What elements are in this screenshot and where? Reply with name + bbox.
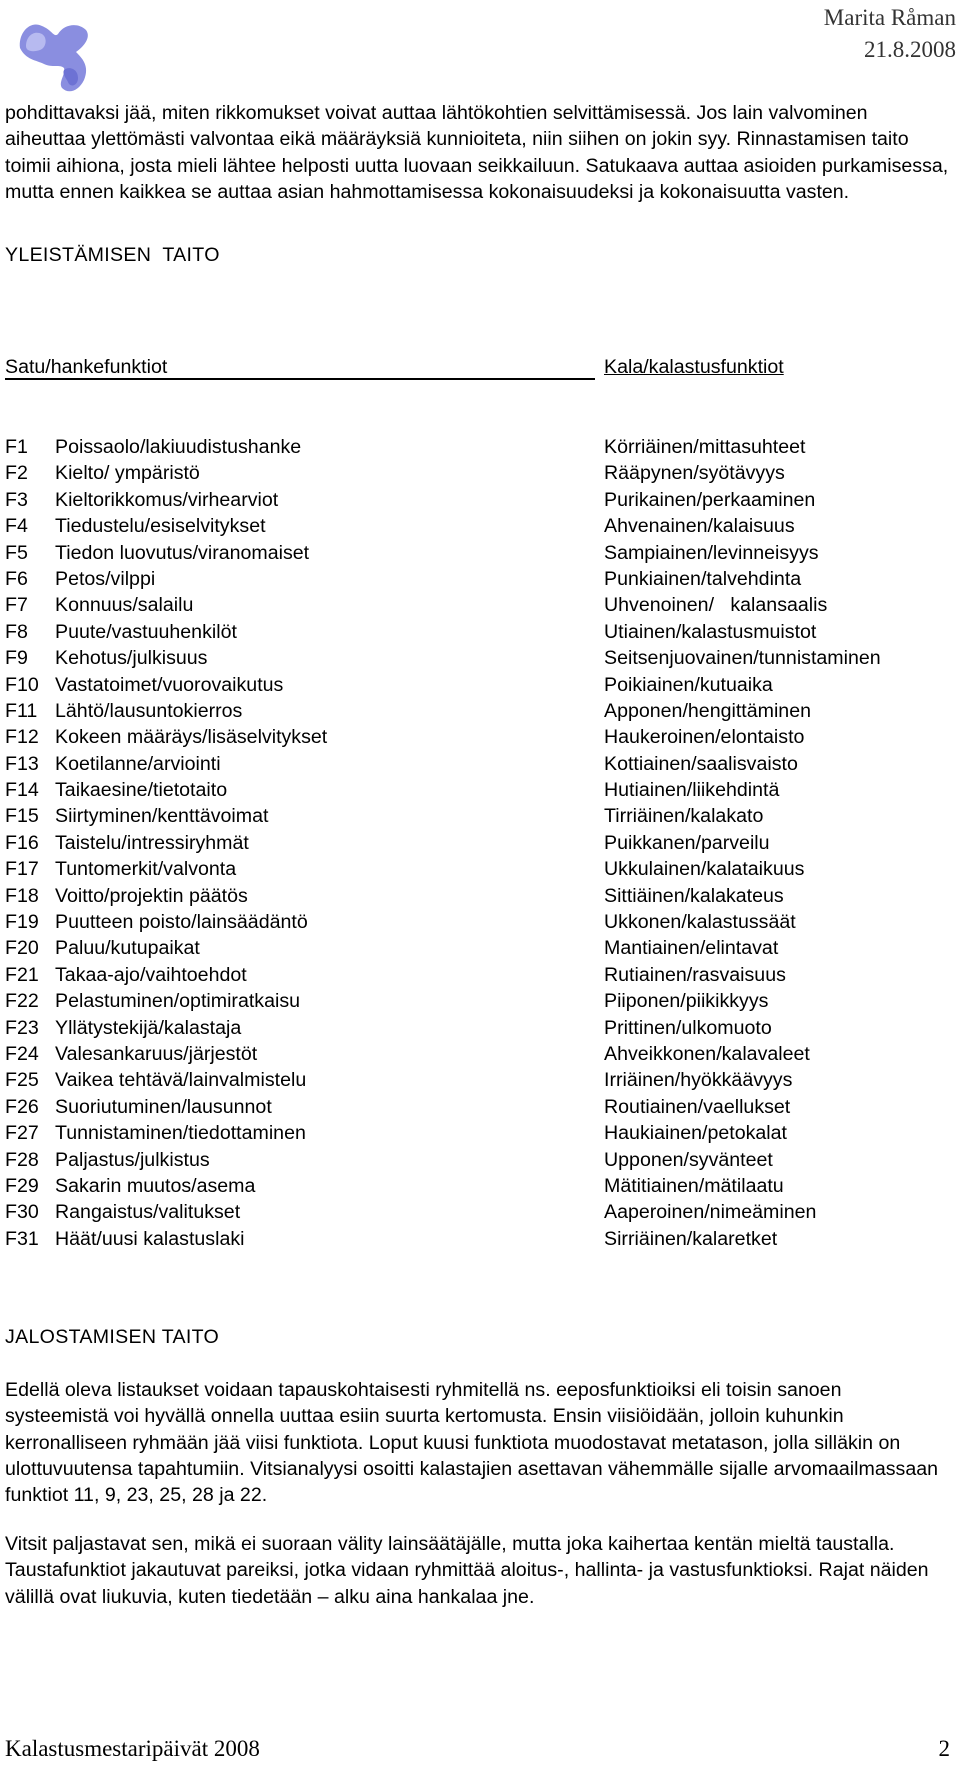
story-function-name: Rangaistus/valitukset <box>55 1201 241 1224</box>
fish-function-name: Haukiainen/petokalat <box>604 1122 788 1145</box>
paragraph-3 <box>5 1531 950 1610</box>
function-number: F18 <box>5 884 39 907</box>
function-row <box>5 962 950 988</box>
paragraph-2-text: Edellä oleva listaukset voidaan tapauskohtaisesti ryhmitellä ns. eeposfunktioiksi eli toisin sanoen systeemistä voi hyvällä onnella uuttaa esiin suurta kertomusta. Ensin viisiöidään, jolloin kuhunkin kerronalliseen ryhmään jää viisi funktiota. Loput kuusi funktiota muodostavat metatason, jolla silläkin on ulottuvuutensa tapahtumiin. Vitsianalyysi osoitti kalastajien asettavan vähemmälle sijalle arvomaailmassaan funktiot 11, 9, 23, 25, 28 ja 22. <box>5 1379 939 1507</box>
function-number: F28 <box>5 1148 39 1171</box>
fish-function-name: Körriäinen/mittasuhteet <box>604 436 806 458</box>
function-row <box>5 592 950 618</box>
fish-function-name: Sampiainen/levinneisyys <box>604 541 819 564</box>
function-row <box>5 1173 950 1199</box>
fish-function-name: Ahveikkonen/kalavaleet <box>604 1042 810 1065</box>
function-number: F31 <box>5 1227 39 1250</box>
story-function-name: Paluu/kutupaikat <box>55 937 200 960</box>
story-function-name: Kielto/ ympäristö <box>55 462 200 485</box>
story-function-name: Taikaesine/tietotaito <box>55 779 228 802</box>
function-number: F3 <box>5 488 28 511</box>
function-row <box>5 434 950 460</box>
story-function-name: Taistelu/intressiryhmät <box>55 831 249 854</box>
story-function-name: Sakarin muutos/asema <box>55 1174 256 1197</box>
function-row <box>5 935 950 961</box>
column-header-story-functions: Satu/hankefunktiot <box>5 356 168 378</box>
function-number: F9 <box>5 647 28 670</box>
story-function-name: Tunnistaminen/tiedottaminen <box>55 1122 306 1145</box>
intro-paragraph <box>5 100 950 205</box>
document-header <box>824 2 956 66</box>
story-function-name: Yllätystekijä/kalastaja <box>55 1016 242 1039</box>
function-number: F16 <box>5 831 39 854</box>
function-row <box>5 698 950 724</box>
section-heading-generalization: YLEISTÄMISEN TAITO <box>5 244 220 266</box>
function-number: F23 <box>5 1016 39 1039</box>
blue-hand-logo-icon <box>12 8 102 98</box>
story-function-name: Kieltorikkomus/virhearviot <box>55 488 279 511</box>
function-number: F10 <box>5 673 39 696</box>
function-number: F29 <box>5 1174 39 1197</box>
fish-function-name: Prittinen/ulkomuoto <box>604 1016 772 1039</box>
function-number: F12 <box>5 726 39 749</box>
fish-function-name: Ahvenainen/kalaisuus <box>604 515 795 538</box>
paragraph-2 <box>5 1377 950 1508</box>
function-number: F22 <box>5 990 39 1013</box>
fish-function-name: Poikiainen/kutuaika <box>604 673 773 696</box>
function-row <box>5 1067 950 1093</box>
story-function-name: Valesankaruus/järjestöt <box>55 1042 258 1065</box>
paragraph-3-text: Vitsit paljastavat sen, mikä ei suoraan välity lainsäätäjälle, mutta joka kaihertaa kentän mieltä taustalla. Taustafunktiot jakautuvat pareiksi, jotka vidaan ryhmittää aloitus-, hallinta- ja vastusfunktioksi. Rajat näiden välillä ovat liukuvia, kuten tiedetään – alku aina hankalaa jne. <box>5 1533 929 1608</box>
function-row <box>5 1041 950 1067</box>
fish-function-name: Upponen/syvänteet <box>604 1148 773 1171</box>
function-number: F15 <box>5 805 39 828</box>
function-row <box>5 909 950 935</box>
fish-function-name: Uhvenoinen/ kalansaalis <box>604 594 828 617</box>
function-number: F5 <box>5 541 28 564</box>
story-function-name: Koetilanne/arviointi <box>55 752 221 775</box>
function-row <box>5 883 950 909</box>
story-function-name: Puute/vastuuhenkilöt <box>55 620 237 643</box>
fish-function-name: Utiainen/kalastusmuistot <box>604 620 817 643</box>
function-number: F24 <box>5 1042 39 1065</box>
story-function-name: Puutteen poisto/lainsäädäntö <box>55 911 308 934</box>
fish-function-name: Haukeroinen/elontaisto <box>604 726 805 749</box>
function-number: F2 <box>5 462 28 485</box>
function-row <box>5 513 950 539</box>
fish-function-name: Kottiainen/saalisvaisto <box>604 752 798 775</box>
function-row <box>5 540 950 566</box>
fish-function-name: Piiponen/piikikkyys <box>604 990 769 1013</box>
fish-function-name: Ukkonen/kalastussäät <box>604 911 796 934</box>
fish-function-name: Mätitiainen/mätilaatu <box>604 1174 784 1197</box>
function-row <box>5 1147 950 1173</box>
function-row <box>5 724 950 750</box>
function-row <box>5 1015 950 1041</box>
function-row <box>5 1120 950 1146</box>
fish-function-name: Mantiainen/elintavat <box>604 937 779 960</box>
function-number: F14 <box>5 779 39 802</box>
function-number: F1 <box>5 436 28 458</box>
function-row <box>5 672 950 698</box>
fish-function-name: Routiainen/vaellukset <box>604 1095 791 1118</box>
story-function-name: Vastatoimet/vuorovaikutus <box>55 673 284 696</box>
function-row <box>5 988 950 1014</box>
fish-function-name: Purikainen/perkaaminen <box>604 488 816 511</box>
function-number: F27 <box>5 1122 39 1145</box>
function-number: F20 <box>5 937 39 960</box>
function-number: F8 <box>5 620 28 643</box>
intro-text: pohdittavaksi jää, miten rikkomukset voivat auttaa lähtökohtien selvittämisessä. Jos lain valvominen aiheuttaa ylettömästi valvontaa eikä määräyksiä kunnioiteta, niin siihen on jokin syy. Rinnastamisen taito toimii aihiona, josta mieli lähtee helposti uutta luovaan seikkailuun. Satukaava auttaa asioiden purkamisessa, mutta ennen kaikkea se auttaa asian hahmottamisessa kokonaisuudeksi ja kokonaisuutta vasten. <box>5 102 949 203</box>
page-number: 2 <box>938 1736 950 1761</box>
fish-function-name: Sirriäinen/kalaretket <box>604 1227 778 1250</box>
function-row <box>5 619 950 645</box>
fish-function-name: Rutiainen/rasvaisuus <box>604 963 786 986</box>
story-function-name: Voitto/projektin päätös <box>55 884 248 907</box>
story-function-name: Poissaolo/lakiuudistushanke <box>55 436 302 458</box>
function-number: F11 <box>5 699 38 722</box>
fish-function-name: Punkiainen/talvehdinta <box>604 567 802 590</box>
author-name: Marita Råman <box>823 5 956 30</box>
function-number: F4 <box>5 515 28 538</box>
function-number: F19 <box>5 911 39 934</box>
column-header-underline <box>5 378 595 380</box>
story-function-name: Siirtyminen/kenttävoimat <box>55 805 269 828</box>
function-row <box>5 1094 950 1120</box>
story-function-name: Vaikea tehtävä/lainvalmistelu <box>55 1069 307 1092</box>
story-function-name: Kokeen määräys/lisäselvitykset <box>55 726 328 749</box>
column-header-fish-functions: Kala/kalastusfunktiot <box>604 356 784 378</box>
fish-function-name: Ukkulainen/kalataikuus <box>604 858 805 881</box>
story-function-name: Konnuus/salailu <box>55 594 194 617</box>
function-row <box>5 1199 950 1225</box>
document-date: 21.8.2008 <box>864 37 956 62</box>
function-row <box>5 1226 950 1252</box>
function-number: F21 <box>5 963 39 986</box>
function-row <box>5 645 950 671</box>
story-function-name: Tiedustelu/esiselvitykset <box>55 515 266 538</box>
function-list <box>5 434 950 1252</box>
function-number: F13 <box>5 752 39 775</box>
function-number: F17 <box>5 858 39 881</box>
function-row <box>5 566 950 592</box>
fish-function-name: Seitsenjuovainen/tunnistaminen <box>604 647 881 670</box>
story-function-name: Paljastus/julkistus <box>55 1148 210 1171</box>
fish-function-name: Aaperoinen/nimeäminen <box>604 1201 817 1224</box>
function-number: F7 <box>5 594 28 617</box>
section-heading-refinement: JALOSTAMISEN TAITO <box>5 1326 220 1348</box>
story-function-name: Pelastuminen/optimiratkaisu <box>55 990 301 1013</box>
story-function-name: Takaa-ajo/vaihtoehdot <box>55 963 247 986</box>
fish-function-name: Hutiainen/liikehdintä <box>604 779 780 802</box>
fish-function-name: Rääpynen/syötävyys <box>604 462 785 485</box>
function-row <box>5 856 950 882</box>
function-number: F26 <box>5 1095 39 1118</box>
story-function-name: Tiedon luovutus/viranomaiset <box>55 541 310 564</box>
story-function-name: Lähtö/lausuntokierros <box>55 699 243 722</box>
fish-function-name: Sittiäinen/kalakateus <box>604 884 784 907</box>
function-number: F30 <box>5 1201 39 1224</box>
story-function-name: Suoriutuminen/lausunnot <box>55 1095 272 1118</box>
story-function-name: Petos/vilppi <box>55 567 156 590</box>
function-row <box>5 777 950 803</box>
fish-function-name: Puikkanen/parveilu <box>604 831 770 854</box>
function-row <box>5 830 950 856</box>
function-number: F25 <box>5 1069 39 1092</box>
function-number: F6 <box>5 567 28 590</box>
fish-function-name: Tirriäinen/kalakato <box>604 805 764 828</box>
footer-event: Kalastusmestaripäivät 2008 <box>5 1736 260 1761</box>
function-row <box>5 460 950 486</box>
story-function-name: Kehotus/julkisuus <box>55 647 208 670</box>
fish-function-name: Irriäinen/hyökkäävyys <box>604 1069 793 1092</box>
fish-function-name: Apponen/hengittäminen <box>604 699 811 722</box>
function-row <box>5 803 950 829</box>
function-row <box>5 751 950 777</box>
story-function-name: Häät/uusi kalastuslaki <box>55 1227 245 1250</box>
function-row <box>5 487 950 513</box>
story-function-name: Tuntomerkit/valvonta <box>55 858 237 881</box>
